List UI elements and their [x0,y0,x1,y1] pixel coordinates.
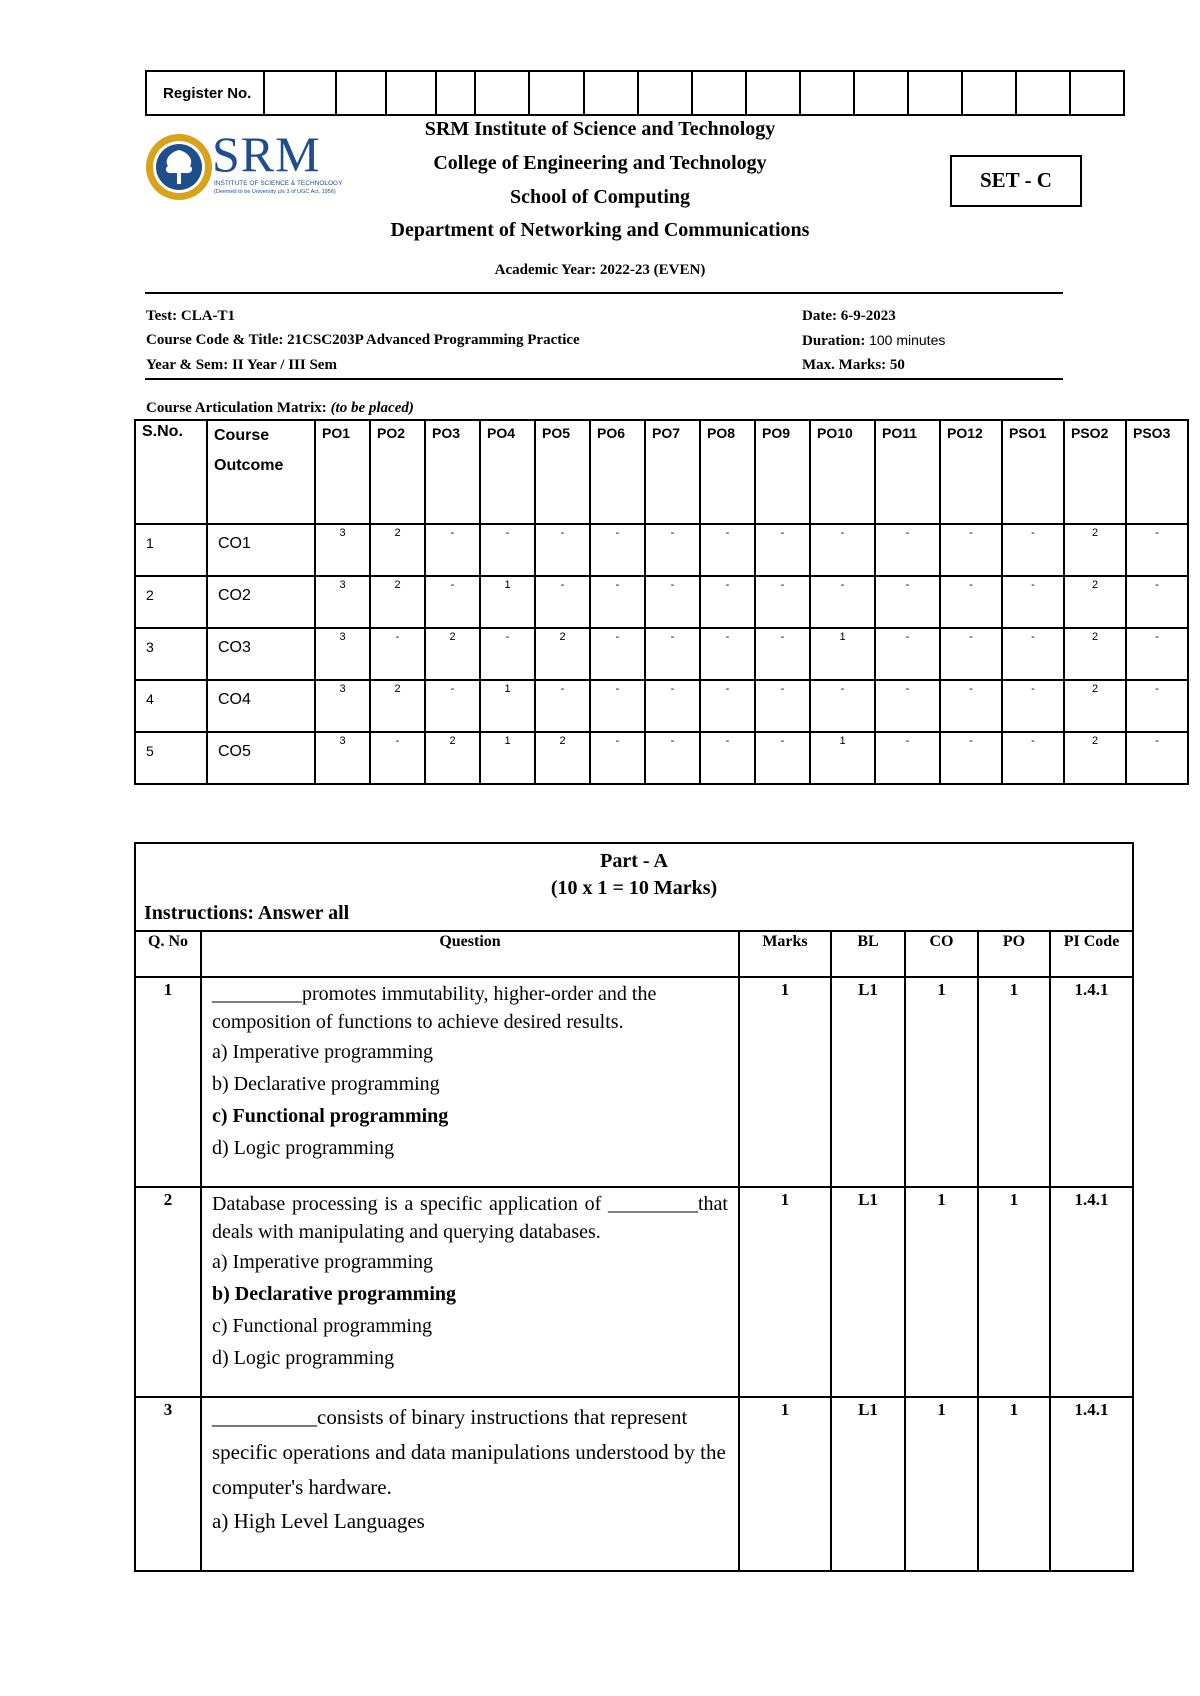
matrix-header-po9: PO9 [755,420,810,524]
matrix-value: 2 [1064,524,1126,576]
set-badge: SET - C [950,155,1082,207]
marks-label: Max. Marks: [802,357,887,373]
question-row [135,1187,1133,1397]
matrix-value: - [810,524,875,576]
divider [145,378,1063,380]
matrix-value: - [645,628,700,680]
question-co: 1 [905,1187,978,1397]
year-label: Year & Sem: [146,357,229,373]
srm-emblem-icon [144,132,214,202]
matrix-header-pso2: PSO2 [1064,420,1126,524]
col-bl: BL [831,931,905,977]
matrix-value: 2 [370,576,425,628]
option-b-answer: b) Declarative programming [212,1283,457,1305]
matrix-header-po1: PO1 [315,420,370,524]
register-digit-box[interactable] [1070,71,1124,115]
matrix-value: - [755,732,810,784]
question-po: 1 [978,1397,1050,1571]
col-pi: PI Code [1050,931,1133,977]
matrix-header-po2: PO2 [370,420,425,524]
question-stem: __________consists of binary instructions that represent specific operations and data manipulations understood by the computer's hardware. [212,1405,726,1499]
option-a: a) Imperative programming [212,1251,434,1273]
matrix-value: - [755,628,810,680]
matrix-header-po6: PO6 [590,420,645,524]
matrix-value: 1 [480,732,535,784]
logo-subtitle-2: (Deemed to be University u/s 3 of UGC Act, 1956) [214,189,336,195]
matrix-sno: 3 [135,628,207,680]
register-digit-box[interactable] [336,71,386,115]
matrix-value: 3 [315,628,370,680]
matrix-value: - [1002,628,1064,680]
matrix-value: - [810,680,875,732]
matrix-value: - [425,680,480,732]
matrix-header-po3: PO3 [425,420,480,524]
matrix-sno: 4 [135,680,207,732]
register-digit-box[interactable] [475,71,529,115]
matrix-value: - [590,524,645,576]
question-po: 1 [978,977,1050,1187]
matrix-value: - [755,680,810,732]
question-number: 2 [135,1187,201,1397]
question-po: 1 [978,1187,1050,1397]
date-value: 6-9-2023 [840,308,896,324]
matrix-co: CO5 [207,732,315,784]
question-number: 1 [135,977,201,1187]
course-info [146,332,580,349]
divider [145,292,1063,294]
college-name: College of Engineering and Technology [433,152,767,174]
matrix-value: - [645,680,700,732]
question-pi: 1.4.1 [1050,1187,1133,1397]
matrix-value: - [1002,680,1064,732]
question-marks: 1 [739,977,831,1187]
matrix-row [135,524,1188,576]
matrix-header-sno: S.No. [135,420,207,524]
matrix-value: 2 [1064,576,1126,628]
logo-wordmark: SRM [212,126,321,182]
question-bl: L1 [831,1187,905,1397]
register-number-strip [145,70,1125,116]
matrix-value: - [535,524,590,576]
matrix-header-po12: PO12 [940,420,1002,524]
matrix-value: - [535,680,590,732]
matrix-value: - [370,732,425,784]
school-name: School of Computing [509,186,691,208]
matrix-row [135,680,1188,732]
matrix-header-po4: PO4 [480,420,535,524]
matrix-row [135,576,1188,628]
register-digit-box[interactable] [692,71,746,115]
matrix-co: CO1 [207,524,315,576]
question-cell [201,1397,739,1571]
register-digit-box[interactable] [746,71,800,115]
course-label: Course Code & Title: [146,332,284,348]
col-qno: Q. No [135,931,201,977]
articulation-matrix [134,419,1189,785]
matrix-header-po5: PO5 [535,420,590,524]
matrix-header-po11: PO11 [875,420,940,524]
matrix-header-row [135,420,1188,524]
matrix-value: 3 [315,732,370,784]
matrix-value: - [875,732,940,784]
col-co: CO [905,931,978,977]
test-info [146,308,235,325]
matrix-value: - [1002,576,1064,628]
matrix-value: 1 [480,576,535,628]
matrix-value: - [425,524,480,576]
matrix-value: - [940,732,1002,784]
question-co: 1 [905,977,978,1187]
matrix-co: CO2 [207,576,315,628]
part-a-heading [135,843,1133,931]
register-digit-box[interactable] [800,71,854,115]
matrix-value: - [755,524,810,576]
question-stem: Database processing is a specific application of _________that deals with manipulating and querying databases. [212,1193,728,1243]
matrix-value: - [1126,732,1188,784]
matrix-value: - [590,732,645,784]
option-d: d) Logic programming [212,1347,395,1369]
matrix-value: - [1002,732,1064,784]
question-bl: L1 [831,1397,905,1571]
test-label: Test: [146,308,178,324]
matrix-value: - [700,628,755,680]
max-marks-info [802,357,905,374]
matrix-value: - [700,524,755,576]
matrix-value: 2 [425,732,480,784]
matrix-sno: 2 [135,576,207,628]
matrix-value: 1 [480,680,535,732]
matrix-header-po8: PO8 [700,420,755,524]
duration-label: Duration: [802,333,866,349]
question-marks: 1 [739,1187,831,1397]
matrix-value: - [590,628,645,680]
matrix-value: 2 [535,732,590,784]
date-label: Date: [802,308,837,324]
matrix-value: - [645,732,700,784]
matrix-value: - [535,576,590,628]
matrix-value: 2 [425,628,480,680]
matrix-value: - [700,680,755,732]
matrix-header-pso3: PSO3 [1126,420,1188,524]
part-a-title: Part - A [600,850,668,872]
register-digit-box[interactable] [529,71,584,115]
matrix-value: - [1126,628,1188,680]
logo-subtitle: INSTITUTE OF SCIENCE & TECHNOLOGY [214,180,343,187]
matrix-value: 1 [810,628,875,680]
matrix-value: - [1002,524,1064,576]
matrix-value: - [645,576,700,628]
marks-value: 50 [889,357,905,373]
matrix-row [135,628,1188,680]
matrix-value: - [480,628,535,680]
matrix-value: 3 [315,576,370,628]
date-info [802,308,896,325]
matrix-value: - [1126,576,1188,628]
register-digit-box[interactable] [386,71,436,115]
part-a-marks: (10 x 1 = 10 Marks) [550,877,718,899]
duration-value: 100 minutes [869,332,946,348]
register-digit-box[interactable] [1016,71,1070,115]
matrix-value: 2 [535,628,590,680]
matrix-value: - [645,524,700,576]
matrix-value: - [1126,680,1188,732]
matrix-caption-text: Course Articulation Matrix: [146,400,327,416]
matrix-value: - [875,628,940,680]
col-marks: Marks [739,931,831,977]
option-a: a) Imperative programming [212,1041,434,1063]
option-c: c) Functional programming [212,1315,432,1337]
option-d: d) Logic programming [212,1137,395,1159]
question-pi: 1.4.1 [1050,977,1133,1187]
matrix-value: - [940,524,1002,576]
matrix-row [135,732,1188,784]
col-po: PO [978,931,1050,977]
register-digit-box[interactable] [638,71,692,115]
matrix-sno: 5 [135,732,207,784]
question-marks: 1 [739,1397,831,1571]
matrix-value: - [940,628,1002,680]
register-digit-box[interactable] [264,71,336,115]
year-value: II Year / III Sem [231,357,337,373]
matrix-value: 1 [810,732,875,784]
test-value: CLA-T1 [180,308,236,324]
duration-info [802,332,945,350]
matrix-sno: 1 [135,524,207,576]
part-a-heading-row [135,843,1133,931]
register-digit-box[interactable] [854,71,908,115]
question-stem: _________promotes immutability, higher-order and the composition of functions to achieve desired results. [212,983,657,1033]
question-co: 1 [905,1397,978,1571]
matrix-value: - [1126,524,1188,576]
option-b: b) Declarative programming [212,1073,440,1095]
question-row [135,1397,1133,1571]
matrix-value: 2 [370,680,425,732]
matrix-value: - [425,576,480,628]
register-digit-box[interactable] [962,71,1016,115]
question-number: 3 [135,1397,201,1571]
matrix-value: - [590,680,645,732]
matrix-value: 2 [1064,732,1126,784]
part-a-header-row [135,931,1133,977]
matrix-header-po10: PO10 [810,420,875,524]
part-a-table [134,842,1134,1572]
matrix-caption [146,400,414,417]
matrix-value: - [370,628,425,680]
matrix-co: CO3 [207,628,315,680]
question-cell [201,1187,739,1397]
matrix-value: - [810,576,875,628]
matrix-value: - [700,732,755,784]
matrix-co: CO4 [207,680,315,732]
register-digit-box[interactable] [908,71,962,115]
matrix-caption-note: (to be placed) [330,400,414,416]
academic-year: Academic Year: 2022-23 (EVEN) [494,262,706,278]
matrix-value: - [875,680,940,732]
matrix-value: - [940,576,1002,628]
matrix-value: - [875,524,940,576]
option-a: a) High Level Languages [212,1509,425,1533]
register-label: Register No. [146,71,264,115]
option-c-answer: c) Functional programming [212,1105,449,1127]
register-digit-box[interactable] [584,71,638,115]
course-value: 21CSC203P Advanced Programming Practice [287,332,580,348]
matrix-value: - [700,576,755,628]
matrix-value: 2 [370,524,425,576]
matrix-value: - [590,576,645,628]
matrix-value: 2 [1064,680,1126,732]
department-name: Department of Networking and Communications [390,219,810,241]
matrix-value: 3 [315,524,370,576]
question-pi: 1.4.1 [1050,1397,1133,1571]
question-row [135,977,1133,1187]
question-cell [201,977,739,1187]
matrix-header-po7: PO7 [645,420,700,524]
col-question: Question [201,931,739,977]
matrix-value: 2 [1064,628,1126,680]
matrix-value: - [480,524,535,576]
matrix-value: - [875,576,940,628]
question-bl: L1 [831,977,905,1187]
matrix-header-pso1: PSO1 [1002,420,1064,524]
matrix-header-course-outcome: Course Outcome [207,420,315,524]
part-a-instructions: Instructions: Answer all [144,902,350,924]
matrix-value: - [940,680,1002,732]
year-info [146,357,337,374]
institute-name: SRM Institute of Science and Technology [424,118,776,140]
matrix-value: 3 [315,680,370,732]
matrix-value: - [755,576,810,628]
register-digit-box[interactable] [436,71,475,115]
